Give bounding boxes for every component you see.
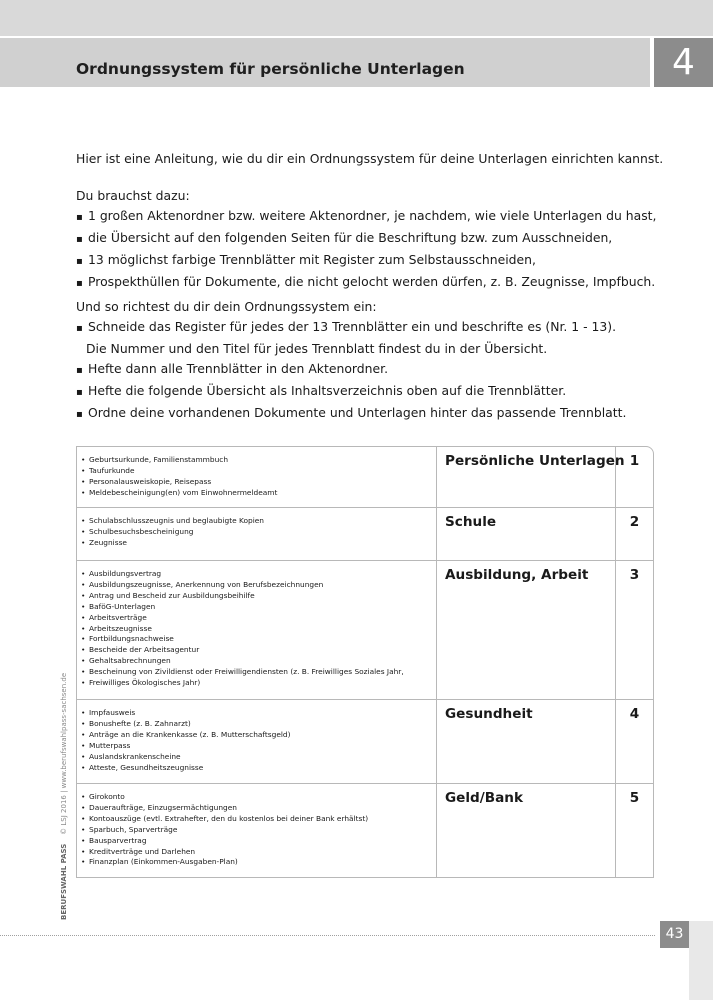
list-item: • Arbeitszeugnisse (81, 624, 430, 635)
table-row (77, 699, 653, 783)
document-list (77, 561, 437, 699)
top-band (0, 0, 713, 36)
category-number: 4 (629, 706, 640, 722)
list-item: ▪ Hefte dann alle Trennblätter in den Aktenordner. (76, 359, 626, 381)
list-item: • Daueraufträge, Einzugsermächtigungen (81, 803, 430, 814)
list-item: • Taufurkunde (81, 466, 430, 477)
list-item: • Gehaltsabrechnungen (81, 656, 430, 667)
list-item: ▪ 1 großen Aktenordner bzw. weitere Aktenordner, je nachdem, wie viele Unterlagen du hast, (76, 206, 656, 228)
list-item: • Zeugnisse (81, 538, 430, 549)
list-item: • Auslandskrankenscheine (81, 752, 430, 763)
materials-list (76, 206, 656, 294)
list-item: • Fortbildungsnachweise (81, 634, 430, 645)
list-item: • Bausparvertrag (81, 836, 430, 847)
list-item: • BaföG-Unterlagen (81, 602, 430, 613)
chapter-number: 4 (654, 38, 713, 87)
document-list (77, 508, 437, 560)
category-number: 3 (629, 567, 640, 583)
intro-paragraph: Hier ist eine Anleitung, wie du dir ein Ordnungssystem für deine Unterlagen einrichten kannst. (76, 151, 664, 166)
category-label: Schule (437, 508, 616, 560)
materials-section (76, 186, 656, 294)
materials-heading: Du brauchst dazu: (76, 188, 190, 203)
list-item: ▪ Prospekthüllen für Dokumente, die nicht gelocht werden dürfen, z. B. Zeugnisse, Impfbuch. (76, 272, 656, 294)
list-item: • Personalausweiskopie, Reisepass (81, 477, 430, 488)
table-row (77, 560, 653, 699)
category-label: Persönliche Unterlagen (437, 447, 616, 507)
list-item: • Kreditverträge und Darlehen (81, 847, 430, 858)
document-list (77, 700, 437, 783)
steps-section (76, 297, 626, 425)
list-item: • Girokonto (81, 792, 430, 803)
list-item-continuation: Die Nummer und den Titel für jedes Trennblatt findest du in der Übersicht. (86, 341, 548, 356)
list-item: ▪ Ordne deine vorhandenen Dokumente und Unterlagen hinter das passende Trennblatt. (76, 403, 626, 425)
list-item: • Geburtsurkunde, Familienstammbuch (81, 455, 430, 466)
list-item: • Schulabschlusszeugnis und beglaubigte Kopien (81, 516, 430, 527)
category-number: 2 (629, 514, 640, 530)
category-label: Gesundheit (437, 700, 616, 783)
copyright-text: © LSJ 2016 | www.berufswahlpass-sachsen.de (60, 672, 68, 835)
table-row (77, 447, 653, 507)
list-item: • Atteste, Gesundheitszeugnisse (81, 763, 430, 774)
list-item: ▪ die Übersicht auf den folgenden Seiten für die Beschriftung bzw. zum Ausschneiden, (76, 228, 656, 250)
list-item: • Ausbildungsvertrag (81, 569, 430, 580)
list-item: • Antrag und Bescheid zur Ausbildungsbeihilfe (81, 591, 430, 602)
page-title: Ordnungssystem für persönliche Unterlagen (76, 60, 465, 78)
list-item: • Anträge an die Krankenkasse (z. B. Mutterschaftsgeld) (81, 730, 430, 741)
category-label: Geld/Bank (437, 784, 616, 877)
list-item: • Meldebescheinigung(en) vom Einwohnermeldeamt (81, 488, 430, 499)
steps-heading: Und so richtest du dir dein Ordnungssystem ein: (76, 299, 377, 314)
table-row (77, 783, 653, 877)
list-item: • Ausbildungszeugnisse, Anerkennung von Berufsbezeichnungen (81, 580, 430, 591)
list-item: ▪ 13 möglichst farbige Trennblätter mit Register zum Selbstausschneiden, (76, 250, 656, 272)
footer-divider (0, 935, 655, 936)
page-number: 43 (660, 921, 689, 948)
list-item: • Bescheinung von Zivildienst oder Freiwilligendiensten (z. B. Freiwilliges Soziales Jahr, (81, 667, 430, 678)
list-item: • Bonushefte (z. B. Zahnarzt) (81, 719, 430, 730)
footer-strip (689, 921, 713, 1000)
list-item: • Bescheide der Arbeitsagentur (81, 645, 430, 656)
table-row (77, 507, 653, 560)
document-list (77, 447, 437, 507)
category-label: Ausbildung, Arbeit (437, 561, 616, 699)
side-credit (60, 673, 68, 920)
list-item: • Impfausweis (81, 708, 430, 719)
list-item: • Sparbuch, Sparverträge (81, 825, 430, 836)
overview-table (76, 446, 654, 878)
list-item: • Finanzplan (Einkommen-Ausgaben-Plan) (81, 857, 430, 868)
list-item: • Mutterpass (81, 741, 430, 752)
category-number: 1 (629, 453, 640, 469)
list-item-continuation: • Freiwilliges Ökologisches Jahr) (81, 678, 430, 689)
list-item: • Arbeitsverträge (81, 613, 430, 624)
document-list (77, 784, 437, 877)
steps-list (76, 317, 626, 425)
list-item: • Schulbesuchsbescheinigung (81, 527, 430, 538)
category-number: 5 (629, 790, 640, 806)
list-item: • Kontoauszüge (evtl. Extrahefter, den du kostenlos bei deiner Bank erhältst) (81, 814, 430, 825)
list-item: ▪ Schneide das Register für jedes der 13 Trennblätter ein und beschrifte es (Nr. 1 - 13). (76, 317, 626, 339)
list-item: ▪ Hefte die folgende Übersicht als Inhaltsverzeichnis oben auf die Trennblätter. (76, 381, 626, 403)
berufswahlpass-logo: BERUFSWAHL PASS (60, 843, 68, 920)
